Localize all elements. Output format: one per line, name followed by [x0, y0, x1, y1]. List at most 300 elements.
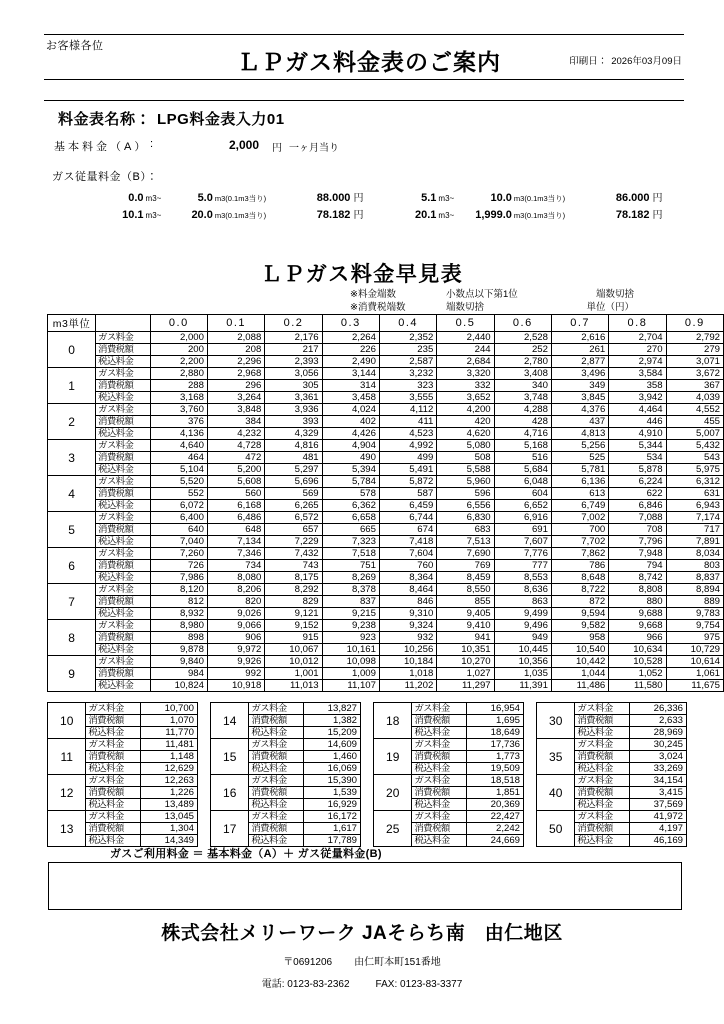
price-cell: 5,784: [322, 476, 379, 488]
price-cell: 5,104: [150, 464, 207, 476]
price-cell: 812: [150, 596, 207, 608]
summary-type-label: 消費税額: [575, 787, 629, 799]
usage-from: 20.1: [414, 209, 437, 221]
summary-type-label: 税込料金: [86, 835, 140, 847]
price-cell: 7,323: [322, 536, 379, 548]
price-cell: 4,640: [150, 440, 207, 452]
summary-price-cell: 2,633: [629, 715, 687, 727]
price-cell: 2,780: [494, 356, 551, 368]
price-cell: 578: [322, 488, 379, 500]
price-cell: 7,891: [666, 536, 723, 548]
usage-price: 78.182: [615, 209, 650, 221]
price-cell: 6,136: [551, 476, 608, 488]
table-row: [48, 404, 724, 416]
price-cell: 10,614: [666, 656, 723, 668]
summary-table: [373, 702, 524, 847]
row-type-label: 消費税額: [96, 524, 151, 536]
summary-price-cell: 30,245: [629, 739, 687, 751]
price-cell: 769: [437, 560, 494, 572]
price-cell: 384: [207, 416, 264, 428]
price-cell: 10,540: [551, 644, 608, 656]
summary-m3-value: 16: [211, 775, 249, 811]
basic-charge-period: 一ヶ月当り: [289, 143, 339, 154]
price-cell: 4,620: [437, 428, 494, 440]
basic-charge-colon: :: [150, 138, 154, 150]
price-cell: 6,486: [207, 512, 264, 524]
summary-type-label: ガス料金: [249, 703, 303, 715]
price-cell: 5,007: [666, 428, 723, 440]
summary-price-cell: 33,269: [629, 763, 687, 775]
summary-price-cell: 1,226: [140, 787, 198, 799]
table-row: [48, 680, 724, 692]
company-contact: [0, 975, 724, 990]
row-type-label: ガス料金: [96, 404, 151, 416]
price-cell: 8,722: [551, 584, 608, 596]
price-cell: 3,496: [551, 368, 608, 380]
summary-type-label: 消費税額: [575, 751, 629, 763]
summary-type-label: ガス料金: [86, 811, 140, 823]
summary-m3-value: 17: [211, 811, 249, 847]
row-type-label: ガス料金: [96, 512, 151, 524]
summary-price-cell: 19,509: [466, 763, 524, 775]
price-cell: 8,553: [494, 572, 551, 584]
summary-price-cell: 14,349: [140, 835, 198, 847]
price-cell: 508: [437, 452, 494, 464]
basic-charge-label: 基本料金（A）: [54, 141, 149, 153]
row-type-label: 消費税額: [96, 416, 151, 428]
price-cell: 691: [494, 524, 551, 536]
price-cell: 11,297: [437, 680, 494, 692]
price-cell: 5,520: [150, 476, 207, 488]
price-cell: 8,837: [666, 572, 723, 584]
price-cell: 2,000: [150, 332, 207, 344]
price-cell: 7,690: [437, 548, 494, 560]
usage-to-unit: m3(0.1m3当り): [513, 194, 566, 203]
row-type-label: 消費税額: [96, 344, 151, 356]
price-cell: 6,400: [150, 512, 207, 524]
row-type-label: 税込料金: [96, 464, 151, 476]
table-row: [48, 416, 724, 428]
summary-type-label: ガス料金: [575, 739, 629, 751]
summary-row: [374, 775, 524, 787]
summary-m3-value: 13: [48, 811, 86, 847]
summary-price-cell: 22,427: [466, 811, 524, 823]
price-cell: 323: [379, 380, 436, 392]
price-cell: 10,356: [494, 656, 551, 668]
price-cell: 622: [609, 488, 666, 500]
price-cell: 8,120: [150, 584, 207, 596]
price-cell: 516: [494, 452, 551, 464]
price-cell: 6,652: [494, 500, 551, 512]
price-cell: 5,975: [666, 464, 723, 476]
price-cell: 683: [437, 524, 494, 536]
summary-price-cell: 37,569: [629, 799, 687, 811]
summary-type-label: 税込料金: [86, 763, 140, 775]
price-cell: 949: [494, 632, 551, 644]
summary-price-cell: 13,827: [303, 703, 361, 715]
summary-row: [48, 739, 198, 751]
price-cell: 6,459: [379, 500, 436, 512]
summary-type-label: 税込料金: [575, 727, 629, 739]
price-cell: 6,072: [150, 500, 207, 512]
table-header-row: [48, 315, 724, 332]
price-cell: 3,320: [437, 368, 494, 380]
usage-from: 5.1: [421, 192, 437, 204]
addressee: お客様各位: [46, 40, 104, 52]
price-cell: 5,297: [265, 464, 322, 476]
usage-to: 5.0: [197, 192, 213, 204]
price-cell: 7,432: [265, 548, 322, 560]
summary-price-cell: 1,148: [140, 751, 198, 763]
row-m3-value: 7: [48, 584, 96, 620]
summary-price-cell: 15,209: [303, 727, 361, 739]
price-cell: 10,067: [265, 644, 322, 656]
price-cell: 9,324: [379, 620, 436, 632]
row-type-label: ガス料金: [96, 620, 151, 632]
price-cell: 941: [437, 632, 494, 644]
summary-price-cell: 12,629: [140, 763, 198, 775]
price-cell: 855: [437, 596, 494, 608]
summary-price-cell: 14,609: [303, 739, 361, 751]
summary-m3-value: 40: [537, 775, 575, 811]
price-cell: 525: [551, 452, 608, 464]
row-type-label: 税込料金: [96, 644, 151, 656]
price-cell: 200: [150, 344, 207, 356]
price-cell: 1,044: [551, 668, 608, 680]
price-cell: 11,202: [379, 680, 436, 692]
price-cell: 10,634: [609, 644, 666, 656]
telephone-label: 電話:: [261, 979, 285, 990]
price-cell: 208: [207, 344, 264, 356]
price-cell: 1,009: [322, 668, 379, 680]
price-cell: 3,056: [265, 368, 322, 380]
summary-price-cell: 18,518: [466, 775, 524, 787]
usage-charge-title: ガス従量料金（B）：: [52, 171, 158, 183]
price-cell: 4,904: [322, 440, 379, 452]
summary-type-label: 税込料金: [575, 835, 629, 847]
price-cell: 4,232: [207, 428, 264, 440]
table-row: [48, 608, 724, 620]
price-cell: 3,458: [322, 392, 379, 404]
column-header: 0.9: [666, 315, 723, 332]
price-cell: 5,491: [379, 464, 436, 476]
summary-price-cell: 3,415: [629, 787, 687, 799]
quick-table-note-row: [350, 288, 634, 301]
price-cell: 2,968: [207, 368, 264, 380]
price-cell: 4,136: [150, 428, 207, 440]
price-cell: 8,636: [494, 584, 551, 596]
price-cell: 6,168: [207, 500, 264, 512]
price-cell: 6,572: [265, 512, 322, 524]
summary-m3-value: 15: [211, 739, 249, 775]
price-cell: 6,749: [551, 500, 608, 512]
summary-row: [48, 775, 198, 787]
price-cell: 8,175: [265, 572, 322, 584]
price-cell: 2,440: [437, 332, 494, 344]
price-cell: 8,080: [207, 572, 264, 584]
price-cell: 3,936: [265, 404, 322, 416]
price-cell: 5,200: [207, 464, 264, 476]
row-m3-value: 6: [48, 548, 96, 584]
price-cell: 8,932: [150, 608, 207, 620]
price-cell: 1,001: [265, 668, 322, 680]
table-row: [48, 572, 724, 584]
price-cell: 8,894: [666, 584, 723, 596]
column-header: 0.6: [494, 315, 551, 332]
summary-price-cell: 41,972: [629, 811, 687, 823]
table-row: [48, 596, 724, 608]
price-cell: 8,364: [379, 572, 436, 584]
price-cell: 9,688: [609, 608, 666, 620]
row-type-label: ガス料金: [96, 476, 151, 488]
summary-type-label: 税込料金: [249, 763, 303, 775]
quick-table-title: ＬＰガス料金早見表: [260, 263, 464, 286]
price-cell: 402: [322, 416, 379, 428]
price-cell: 376: [150, 416, 207, 428]
price-cell: 7,418: [379, 536, 436, 548]
price-cell: 3,845: [551, 392, 608, 404]
price-cell: 428: [494, 416, 551, 428]
price-cell: 226: [322, 344, 379, 356]
price-cell: 7,604: [379, 548, 436, 560]
summary-row: [211, 775, 361, 787]
table-row: [48, 368, 724, 380]
price-cell: 534: [609, 452, 666, 464]
row-m3-value: 9: [48, 656, 96, 692]
row-type-label: ガス料金: [96, 656, 151, 668]
summary-row: [374, 703, 524, 715]
price-cell: 3,748: [494, 392, 551, 404]
summary-price-cell: 16,069: [303, 763, 361, 775]
price-cell: 915: [265, 632, 322, 644]
usage-yen-unit: 円: [353, 210, 364, 221]
price-cell: 7,607: [494, 536, 551, 548]
summary-table: [536, 702, 687, 847]
summary-type-label: 消費税額: [412, 751, 466, 763]
price-cell: 863: [494, 596, 551, 608]
price-cell: 7,862: [551, 548, 608, 560]
summary-type-label: 税込料金: [86, 799, 140, 811]
summary-type-label: ガス料金: [249, 775, 303, 787]
summary-price-cell: 1,382: [303, 715, 361, 727]
price-cell: 5,394: [322, 464, 379, 476]
price-cell: 777: [494, 560, 551, 572]
basic-charge-row: [54, 138, 684, 154]
price-cell: 4,816: [265, 440, 322, 452]
document-footer: [0, 918, 724, 990]
summary-m3-value: 25: [374, 811, 412, 847]
summary-price-cell: 20,369: [466, 799, 524, 811]
price-cell: 349: [551, 380, 608, 392]
price-cell: 829: [265, 596, 322, 608]
price-cell: 9,594: [551, 608, 608, 620]
price-cell: 9,582: [551, 620, 608, 632]
price-cell: 296: [207, 380, 264, 392]
price-cell: 1,018: [379, 668, 436, 680]
price-cell: 411: [379, 416, 436, 428]
price-cell: 872: [551, 596, 608, 608]
price-cell: 244: [437, 344, 494, 356]
summary-type-label: ガス料金: [412, 703, 466, 715]
price-cell: 2,490: [322, 356, 379, 368]
summary-type-label: 消費税額: [86, 751, 140, 763]
price-cell: 279: [666, 344, 723, 356]
summary-type-label: ガス料金: [412, 739, 466, 751]
price-cell: 499: [379, 452, 436, 464]
row-type-label: 税込料金: [96, 608, 151, 620]
price-cell: 4,288: [494, 404, 551, 416]
summary-type-label: ガス料金: [86, 703, 140, 715]
usage-to-unit: m3(0.1m3当り): [214, 211, 267, 220]
fax: [376, 979, 463, 990]
summary-price-cell: 28,969: [629, 727, 687, 739]
price-cell: 932: [379, 632, 436, 644]
summary-type-label: 消費税額: [249, 787, 303, 799]
price-cell: 9,754: [666, 620, 723, 632]
price-cell: 340: [494, 380, 551, 392]
price-cell: 631: [666, 488, 723, 500]
row-type-label: 消費税額: [96, 668, 151, 680]
note-cell: 端数切捨: [595, 289, 634, 300]
summary-price-cell: 26,336: [629, 703, 687, 715]
price-cell: 6,362: [322, 500, 379, 512]
price-cell: 4,024: [322, 404, 379, 416]
price-cell: 2,877: [551, 356, 608, 368]
gas-price-matrix-table: [47, 314, 724, 692]
price-cell: 2,352: [379, 332, 436, 344]
price-cell: 6,846: [609, 500, 666, 512]
price-cell: 2,088: [207, 332, 264, 344]
price-cell: 9,405: [437, 608, 494, 620]
summary-type-label: 消費税額: [249, 823, 303, 835]
summary-m3-value: 50: [537, 811, 575, 847]
summary-type-label: 消費税額: [249, 751, 303, 763]
price-cell: 10,351: [437, 644, 494, 656]
price-cell: 803: [666, 560, 723, 572]
usage-from: 10.1: [122, 209, 144, 221]
row-type-label: ガス料金: [96, 548, 151, 560]
price-cell: 2,200: [150, 356, 207, 368]
price-cell: 8,464: [379, 584, 436, 596]
price-cell: 2,528: [494, 332, 551, 344]
summary-table: [210, 702, 361, 847]
price-cell: 3,168: [150, 392, 207, 404]
summary-price-cell: 1,539: [303, 787, 361, 799]
summary-type-label: ガス料金: [249, 739, 303, 751]
price-cell: 235: [379, 344, 436, 356]
price-cell: 1,035: [494, 668, 551, 680]
price-cell: 7,229: [265, 536, 322, 548]
price-cell: 9,840: [150, 656, 207, 668]
price-cell: 455: [666, 416, 723, 428]
price-cell: 9,926: [207, 656, 264, 668]
price-cell: 10,445: [494, 644, 551, 656]
summary-type-label: 消費税額: [86, 823, 140, 835]
price-cell: 393: [265, 416, 322, 428]
price-cell: 10,184: [379, 656, 436, 668]
summary-price-cell: 1,304: [140, 823, 198, 835]
price-cell: 5,256: [551, 440, 608, 452]
price-cell: 5,696: [265, 476, 322, 488]
row-type-label: ガス料金: [96, 440, 151, 452]
price-cell: 2,296: [207, 356, 264, 368]
price-cell: 4,813: [551, 428, 608, 440]
price-cell: 472: [207, 452, 264, 464]
summary-price-cell: 16,929: [303, 799, 361, 811]
summary-type-label: 消費税額: [575, 715, 629, 727]
price-cell: 11,486: [551, 680, 608, 692]
price-cell: 261: [551, 344, 608, 356]
row-type-label: ガス料金: [96, 368, 151, 380]
price-cell: 4,112: [379, 404, 436, 416]
price-cell: 11,675: [666, 680, 723, 692]
price-cell: 889: [666, 596, 723, 608]
summary-price-cell: 1,070: [140, 715, 198, 727]
price-cell: 1,052: [609, 668, 666, 680]
row-type-label: 税込料金: [96, 428, 151, 440]
price-cell: 2,616: [551, 332, 608, 344]
price-cell: 3,848: [207, 404, 264, 416]
summary-m3-value: 12: [48, 775, 86, 811]
price-cell: 717: [666, 524, 723, 536]
price-cell: 5,432: [666, 440, 723, 452]
price-cell: 708: [609, 524, 666, 536]
summary-type-label: 消費税額: [412, 823, 466, 835]
summary-row: [537, 811, 687, 823]
price-cell: 9,238: [322, 620, 379, 632]
summary-price-cell: 11,770: [140, 727, 198, 739]
summary-price-cell: 1,617: [303, 823, 361, 835]
summary-m3-value: 19: [374, 739, 412, 775]
print-date: [569, 53, 682, 67]
price-cell: 8,378: [322, 584, 379, 596]
price-cell: 6,265: [265, 500, 322, 512]
table-row: [48, 512, 724, 524]
summary-m3-value: 14: [211, 703, 249, 739]
price-cell: 4,910: [609, 428, 666, 440]
price-cell: 11,391: [494, 680, 551, 692]
row-type-label: 税込料金: [96, 500, 151, 512]
table-row: [48, 560, 724, 572]
price-cell: 760: [379, 560, 436, 572]
summary-row: [211, 811, 361, 823]
table-row: [48, 584, 724, 596]
usage-to: 1,999.0: [475, 209, 512, 221]
price-cell: 6,658: [322, 512, 379, 524]
price-cell: 270: [609, 344, 666, 356]
basic-charge-value: 2,000: [229, 138, 260, 152]
usage-yen-unit: 円: [353, 193, 364, 204]
price-cell: 7,040: [150, 536, 207, 548]
price-cell: 734: [207, 560, 264, 572]
row-type-label: 税込料金: [96, 392, 151, 404]
column-header: 0.7: [551, 315, 608, 332]
price-cell: 10,012: [265, 656, 322, 668]
row-type-label: 消費税額: [96, 488, 151, 500]
table-row: [48, 656, 724, 668]
price-cell: 5,588: [437, 464, 494, 476]
summary-price-cell: 18,649: [466, 727, 524, 739]
price-cell: 5,344: [609, 440, 666, 452]
row-m3-value: 4: [48, 476, 96, 512]
price-cell: 4,426: [322, 428, 379, 440]
price-cell: 2,393: [265, 356, 322, 368]
price-cell: 2,792: [666, 332, 723, 344]
price-cell: 4,376: [551, 404, 608, 416]
price-cell: 6,048: [494, 476, 551, 488]
price-cell: 6,830: [437, 512, 494, 524]
price-cell: 314: [322, 380, 379, 392]
